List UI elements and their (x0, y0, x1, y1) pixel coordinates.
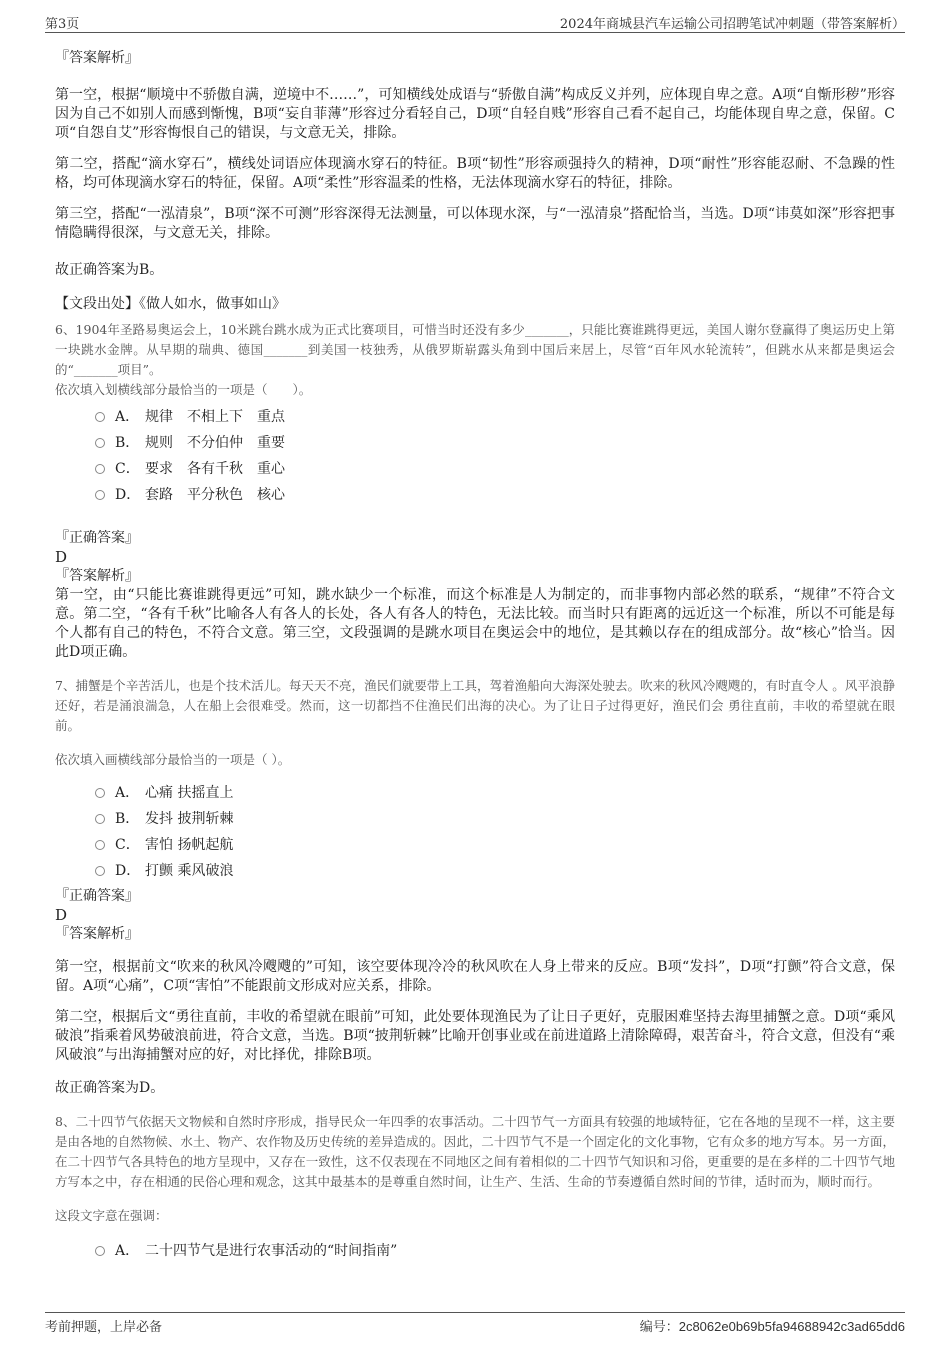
question-7-options (55, 782, 895, 882)
correct-answer-title: 『正确答案』 (55, 888, 139, 904)
question-6-prompt: 依次填入划横线部分最恰当的一项是（ ）。 (55, 382, 312, 397)
radio-icon[interactable] (95, 490, 105, 500)
option-a[interactable]: A． 规律 不相上下 重点 (95, 406, 895, 428)
correct-answer: D (55, 906, 68, 924)
question-7-prompt: 依次填入画横线部分最恰当的一项是（ ）。 (55, 752, 291, 767)
option-a[interactable]: A． 心痛 扶摇直上 (95, 782, 895, 804)
page-footer (45, 1312, 905, 1335)
radio-icon[interactable] (95, 840, 105, 850)
page-content (55, 40, 895, 1266)
document-code: 编号：2c8062e0b69b5fa94688942c3ad65dd6 (639, 1319, 905, 1335)
radio-icon[interactable] (95, 412, 105, 422)
analysis-paragraph: 第一空，由“只能比赛谁跳得更远”可知，跳水缺少一个标准，而这个标准是人为制定的，而非事物内部必然的联系，“规律”不符合文意。第二空，“各有千秋”比喻各人有各人的长处，各人有各人的特色，无法比较。而当时只有距离的远近这一个标准，所以不可能是每个人都有自己的特色，不符合文意。第三空，文段强调的是跳水项目在奥运会中的地位，是其赖以存在的组成部分。故“核心”恰当。因此D项正确。 (55, 587, 895, 660)
analysis-title: 『答案解析』 (55, 568, 139, 584)
correct-answer: D (55, 548, 68, 566)
radio-icon[interactable] (95, 814, 105, 824)
answer-conclusion: 故正确答案为D。 (55, 1080, 165, 1096)
analysis-title: 『答案解析』 (55, 926, 139, 942)
analysis-title: 『答案解析』 (55, 50, 139, 66)
question-6-text: 6、1904年圣路易奥运会上，10米跳台跳水成为正式比赛项目，可惜当时还没有多少_______，只能比赛谁跳得更远，美国人谢尔登赢得了奥运历史上第一块跳水金牌。从早期的瑞典、德国_______到美国一枝独秀，从俄罗斯崭露头角到中国后来居上，尽管“百年风水轮流转”，但跳水从来都是奥运会的“_______项目”。 (55, 322, 895, 377)
radio-icon[interactable] (95, 438, 105, 448)
question-7-text: 7、捕蟹是个辛苦活儿，也是个技术活儿。每天天不亮，渔民们就要带上工具，驾着渔船向大海深处驶去。吹来的秋风冷飕飕的，有时直令人 。风平浪静还好，若是涌浪湍急，人在船上会很难受。然而，这一切都挡不住渔民们出海的决心。为了让日子过得更好，渔民们会 勇往直前，丰收的希望就在眼前。 (55, 678, 895, 733)
page-number: 第3页 (45, 17, 80, 32)
footer-slogan: 考前押题，上岸必备 (45, 1320, 163, 1335)
option-b[interactable]: B． 发抖 披荆斩棘 (95, 808, 895, 830)
answer-conclusion: 故正确答案为B。 (55, 262, 164, 278)
analysis-paragraph: 第二空，搭配“滴水穿石”，横线处词语应体现滴水穿石的特征。B项“韧性”形容顽强持久的精神，D项“耐性”形容能忍耐、不急躁的性格，均可体现滴水穿石的特征，保留。A项“柔性”形容温柔的性格，无法体现滴水穿石的特征，排除。 (55, 156, 895, 191)
page-header (45, 10, 905, 33)
radio-icon[interactable] (95, 866, 105, 876)
option-b[interactable]: B． 规则 不分伯仲 重要 (95, 432, 895, 454)
radio-icon[interactable] (95, 1246, 105, 1256)
analysis-paragraph: 第二空，根据后文“勇往直前，丰收的希望就在眼前”可知，此处要体现渔民为了让日子更好，克服困难坚持去海里捕蟹之意。D项“乘风破浪”指乘着风势破浪前进，符合文意，当选。B项“披荆斩棘”比喻开创事业或在前进道路上清除障碍，艰苦奋斗，符合文意，但没有“乘风破浪”与出海捕蟹对应的好，对比择优，排除B项。 (55, 1009, 895, 1063)
question-8-text: 8、二十四节气依据天文物候和自然时序形成，指导民众一年四季的农事活动。二十四节气一方面具有较强的地域特征，它在各地的呈现不一样，这主要是由各地的自然物候、水土、物产、农作物及历史传统的差异造成的。因此，二十四节气不是一个固定化的文化事物，它有众多的地方写本。另一方面，在二十四节气各具特色的地方呈现中，又存在一致性，这不仅表现在不同地区之间有着相似的二十四节气知识和习俗，更重要的是在多样的二十四节气地方写本之中，存在相通的民俗心理和观念，这其中最基本的是尊重自然时间，让生产、生活、生命的节奏遵循自然时间的节律，适时而为，顺时而行。 (55, 1114, 895, 1189)
radio-icon[interactable] (95, 464, 105, 474)
analysis-paragraph: 第一空，根据前文“吹来的秋风冷飕飕的”可知，该空要体现冷冷的秋风吹在人身上带来的反应。B项“发抖”，D项“打颤”符合文意，保留。A项“心痛”，C项“害怕”不能跟前文形成对应关系，排除。 (55, 959, 895, 994)
question-8-options (55, 1240, 895, 1262)
option-d[interactable]: D． 打颤 乘风破浪 (95, 860, 895, 882)
option-c[interactable]: C． 害怕 扬帆起航 (95, 834, 895, 856)
option-d[interactable]: D． 套路 平分秋色 核心 (95, 484, 895, 506)
question-6-options (55, 406, 895, 506)
radio-icon[interactable] (95, 788, 105, 798)
correct-answer-title: 『正确答案』 (55, 530, 139, 546)
option-c[interactable]: C． 要求 各有千秋 重心 (95, 458, 895, 480)
question-8-prompt: 这段文字意在强调： (55, 1208, 168, 1223)
analysis-paragraph: 第一空，根据“顺境中不骄傲自满，逆境中不……”，可知横线处成语与“骄傲自满”构成反义并列，应体现自卑之意。A项“自惭形秽”形容因为自己不如别人而感到惭愧，B项“妄自菲薄”形容过分看轻自己，D项“自轻自贱”形容自己看不起自己，均能体现自卑之意，保留。C项“自怨自艾”形容悔恨自己的错误，与文意无关，排除。 (55, 87, 895, 141)
document-title: 2024年商城县汽车运输公司招聘笔试冲刺题（带答案解析） (559, 17, 905, 32)
source-citation: 【文段出处】《做人如水，做事如山》 (55, 296, 286, 312)
option-a[interactable]: A． 二十四节气是进行农事活动的“时间指南” (95, 1240, 895, 1262)
analysis-paragraph: 第三空，搭配“一泓清泉”，B项“深不可测”形容深得无法测量，可以体现水深，与“一泓清泉”搭配恰当，当选。D项“讳莫如深”形容把事情隐瞒得很深，与文意无关，排除。 (55, 206, 895, 241)
